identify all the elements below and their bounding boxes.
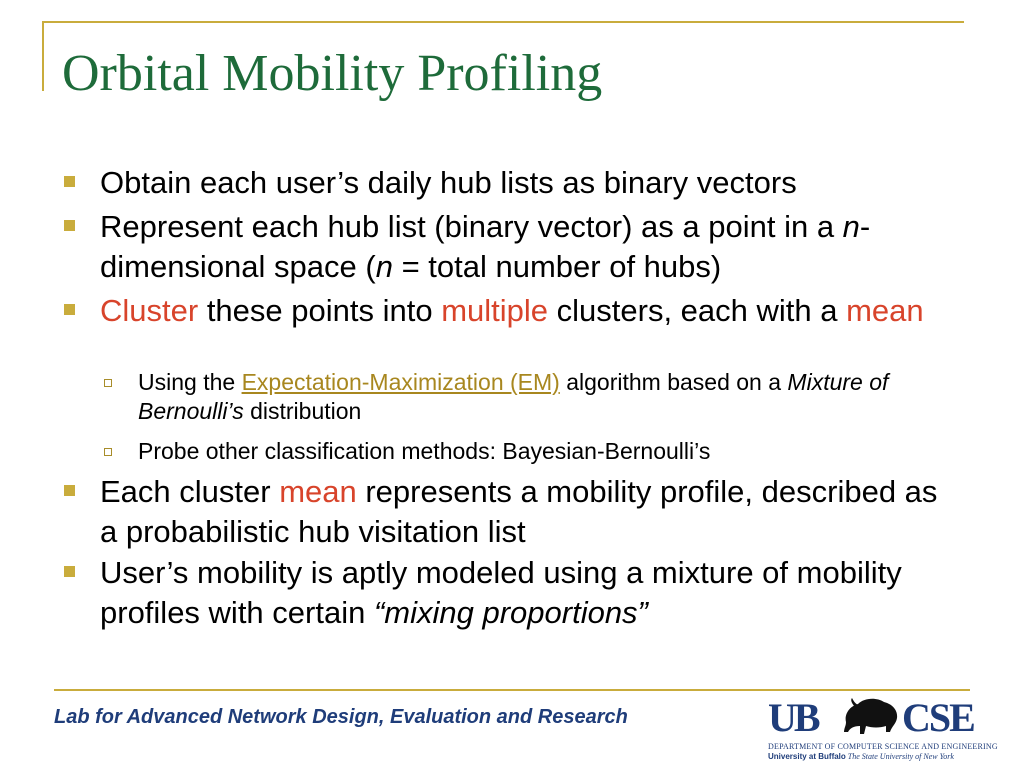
- sub-bullet-1-text: Using the Expectation-Maximization (EM) algorithm based on a Mixture of Bernoulli’s distribution: [138, 369, 889, 424]
- bullet-3-text: Cluster these points into multiple clusters, each with a mean: [100, 293, 924, 328]
- bullet-4-text: Each cluster mean represents a mobility profile, described as a probabilistic hub visitation list: [100, 474, 938, 549]
- square-bullet-icon: [64, 176, 75, 187]
- square-bullet-icon: [64, 304, 75, 315]
- square-bullet-icon: [64, 220, 75, 231]
- em-algorithm-link[interactable]: Expectation-Maximization (EM): [241, 369, 560, 395]
- sub-bullet-2: [104, 437, 954, 466]
- bullet-4: [64, 472, 954, 552]
- frame-left-rule: [42, 21, 44, 91]
- department-name: DEPARTMENT OF COMPUTER SCIENCE AND ENGINEERING: [768, 742, 998, 751]
- sub-bullet-1: [104, 368, 954, 426]
- ub-logo-text: UB: [768, 695, 818, 740]
- bullet-1: [64, 163, 954, 203]
- bullet-3: [64, 291, 954, 331]
- sub-bullet-2-text: Probe other classification methods: Bayesian-Bernoulli’s: [138, 438, 711, 464]
- bullet-1-text: Obtain each user’s daily hub lists as binary vectors: [100, 165, 797, 200]
- cse-logo-text: CSE: [902, 695, 974, 740]
- square-bullet-icon: [64, 566, 75, 577]
- university-name: University at Buffalo The State University of New York: [768, 752, 954, 761]
- footer-lab-name: Lab for Advanced Network Design, Evaluation and Research: [54, 706, 628, 728]
- buffalo-icon: [842, 696, 900, 738]
- frame-top-rule: [42, 21, 964, 23]
- bullet-5: [64, 553, 954, 633]
- footer-rule: [54, 689, 970, 691]
- slide-title: Orbital Mobility Profiling: [62, 45, 603, 102]
- square-bullet-icon: [64, 485, 75, 496]
- ub-cse-logo: [766, 694, 998, 762]
- bullet-2: [64, 207, 954, 287]
- bullet-2-text: Represent each hub list (binary vector) as a point in a n-dimensional space (n = total number of hubs): [100, 209, 871, 284]
- hollow-square-bullet-icon: [104, 448, 112, 456]
- bullet-5-text: User’s mobility is aptly modeled using a mixture of mobility profiles with certain “mixing proportions”: [100, 555, 902, 630]
- hollow-square-bullet-icon: [104, 379, 112, 387]
